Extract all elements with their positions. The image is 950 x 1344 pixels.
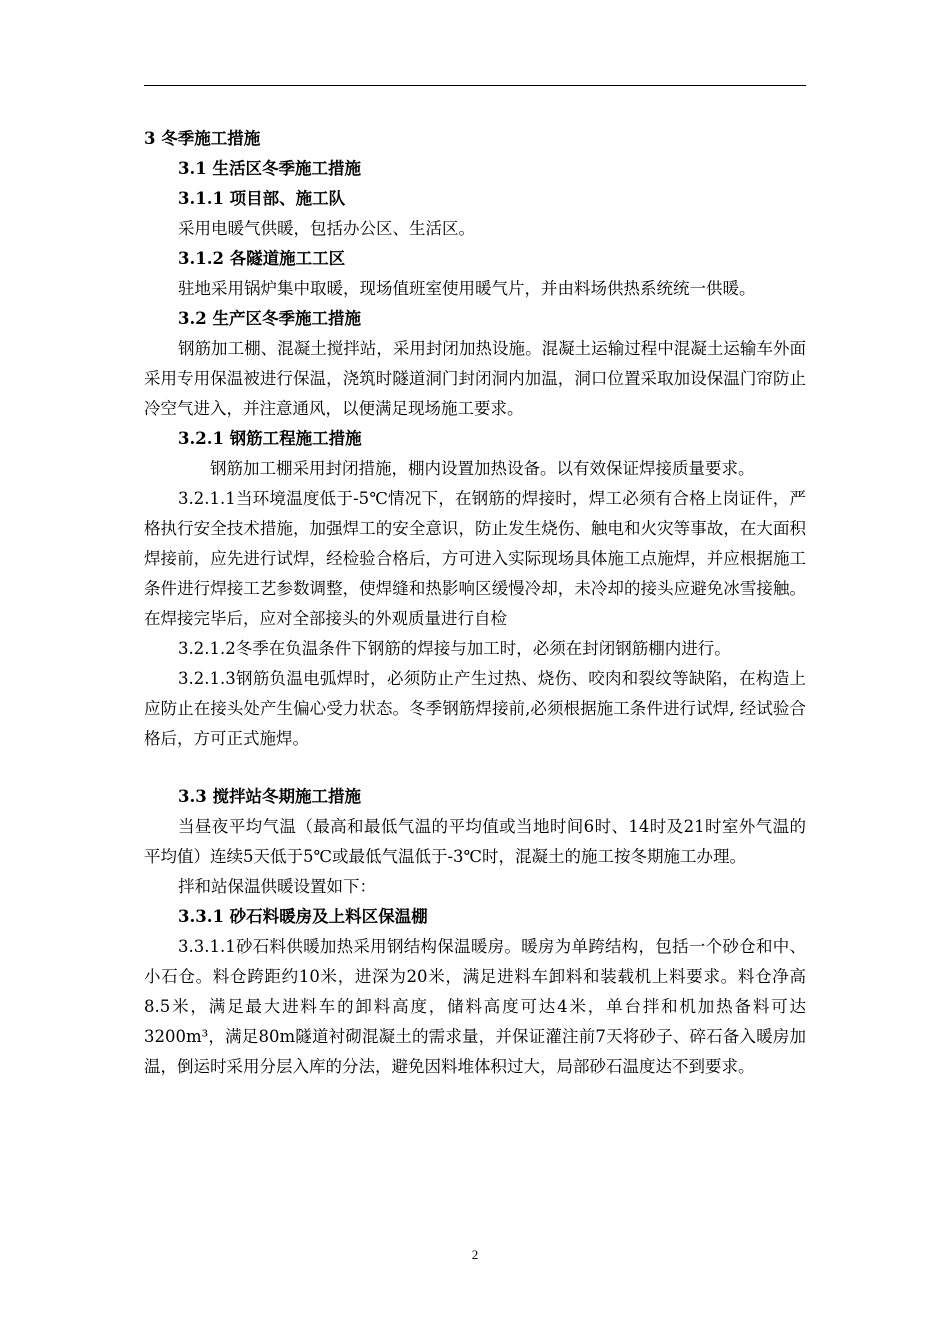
subsection-heading: 3.3 搅拌站冬期施工措施 (178, 787, 361, 806)
subsubsection-heading: 3.3.1 砂石料暖房及上料区保温棚 (178, 907, 428, 926)
paragraph: 拌和站保温供暖设置如下： (178, 877, 376, 896)
paragraph: 当昼夜平均气温（最高和最低气温的平均值或当地时间6时、14时及21时室外气温的平均值）连续5天低于5℃或最低气温低于-3℃时，混凝土的施工按冬期施工办理。 (144, 817, 806, 866)
subsection-heading: 3.1 生活区冬季施工措施 (178, 159, 361, 178)
paragraph: 采用电暖气供暖，包括办公区、生活区。 (178, 219, 475, 238)
subsection-heading: 3.2 生产区冬季施工措施 (178, 309, 361, 328)
paragraph: 钢筋加工棚、混凝土搅拌站，采用封闭加热设施。混凝土运输过程中混凝土运输车外面采用专用保温被进行保温，浇筑时隧道洞门封闭洞内加温，洞口位置采取加设保温门帘防止冷空气进入，并注意通风，以便满足现场施工要求。 (144, 339, 806, 418)
subsubsection-heading: 3.2.1 钢筋工程施工措施 (178, 429, 362, 448)
section-heading: 3 冬季施工措施 (144, 129, 261, 148)
paragraph: 3.2.1.3钢筋负温电弧焊时，必须防止产生过热、烧伤、咬肉和裂纹等缺陷，在构造上应防止在接头处产生偏心受力状态。冬季钢筋焊接前,必须根据施工条件进行试焊, 经试验合格后，方可正式施焊。 (144, 669, 806, 748)
header-rule (144, 85, 806, 86)
paragraph: 3.2.1.1当环境温度低于-5℃情况下，在钢筋的焊接时，焊工必须有合格上岗证件，严格执行安全技术措施，加强焊工的安全意识，防止发生烧伤、触电和火灾等事故，在大面积焊接前，应先进行试焊，经检验合格后，方可进入实际现场具体施工点施焊，并应根据施工条件进行焊接工艺参数调整，使焊缝和热影响区缓慢冷却，未冷却的接头应避免冰雪接触。在焊接完毕后，应对全部接头的外观质量进行自检 (144, 489, 806, 628)
page-number: 2 (471, 1247, 479, 1262)
blank-line (144, 754, 806, 782)
paragraph: 3.2.1.2冬季在负温条件下钢筋的焊接与加工时，必须在封闭钢筋棚内进行。 (178, 639, 731, 658)
document-body (144, 124, 806, 1082)
paragraph: 钢筋加工棚采用封闭措施，棚内设置加热设备。以有效保证焊接质量要求。 (210, 459, 755, 478)
paragraph: 驻地采用锅炉集中取暖，现场值班室使用暖气片，并由料场供热系统统一供暖。 (178, 279, 756, 298)
paragraph: 3.3.1.1砂石料供暖加热采用钢结构保温暖房。暖房为单跨结构，包括一个砂仓和中、小石仓。料仓跨距约10米，进深为20米，满足进料车卸料和装载机上料要求。料仓净高8.5米，满足最大进料车的卸料高度，储料高度可达4米，单台拌和机加热备料可达3200m³，满足80m隧道衬砌混凝土的需求量，并保证灌注前7天将砂子、碎石备入暖房加温，倒运时采用分层入库的分法，避免因料堆体积过大，局部砂石温度达不到要求。 (144, 937, 806, 1076)
subsubsection-heading: 3.1.1 项目部、施工队 (178, 189, 346, 208)
subsubsection-heading: 3.1.2 各隧道施工工区 (178, 249, 346, 268)
